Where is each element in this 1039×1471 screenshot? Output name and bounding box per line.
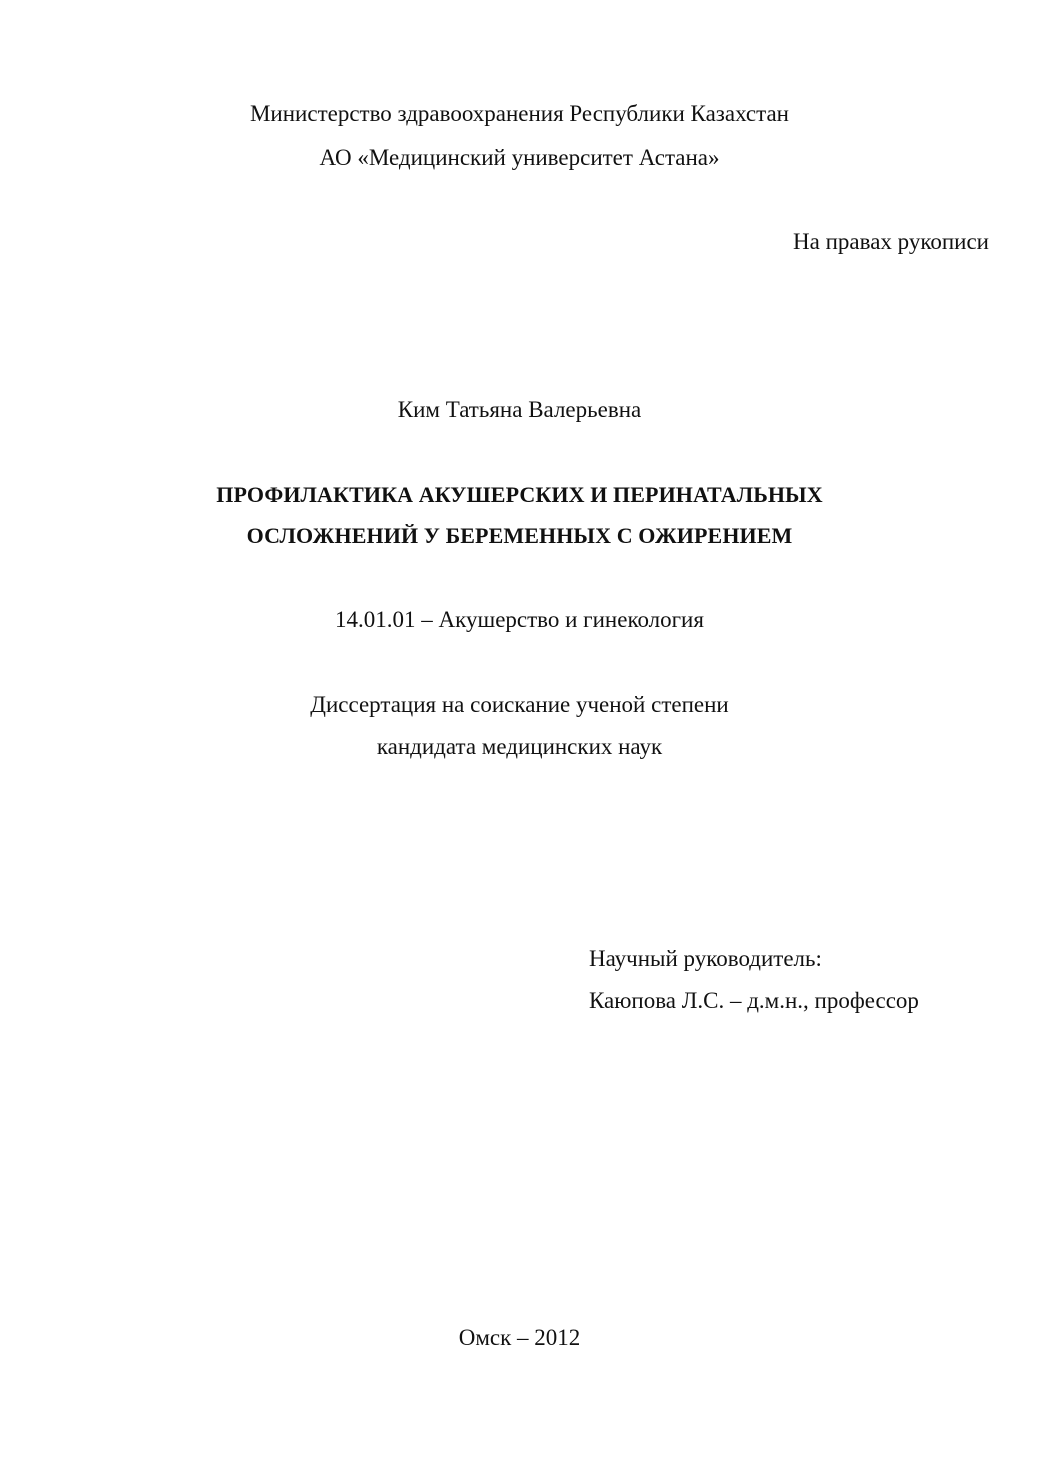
place-year: Омск – 2012 <box>458 1325 581 1350</box>
dissertation-title-line-2: ОСЛОЖНЕНИЙ У БЕРЕМЕННЫХ С ОЖИРЕНИЕМ <box>246 523 793 548</box>
supervisor-name: Каюпова Л.С. – д.м.н., профессор <box>589 988 919 1013</box>
ministry-name: Министерство здравоохранения Республики Казахстан <box>249 101 789 126</box>
author-name: Ким Татьяна Валерьевна <box>397 397 642 422</box>
degree-line-2: кандидата медицинских наук <box>376 734 663 759</box>
manuscript-note: На правах рукописи <box>793 229 989 254</box>
supervisor-label: Научный руководитель: <box>589 946 822 971</box>
specialty-code: 14.01.01 – Акушерство и гинекология <box>335 607 704 632</box>
degree-line-1: Диссертация на соискание ученой степени <box>310 692 729 717</box>
dissertation-title-line-1: ПРОФИЛАКТИКА АКУШЕРСКИХ И ПЕРИНАТАЛЬНЫХ <box>216 482 823 507</box>
university-name: АО «Медицинский университет Астана» <box>319 145 720 170</box>
